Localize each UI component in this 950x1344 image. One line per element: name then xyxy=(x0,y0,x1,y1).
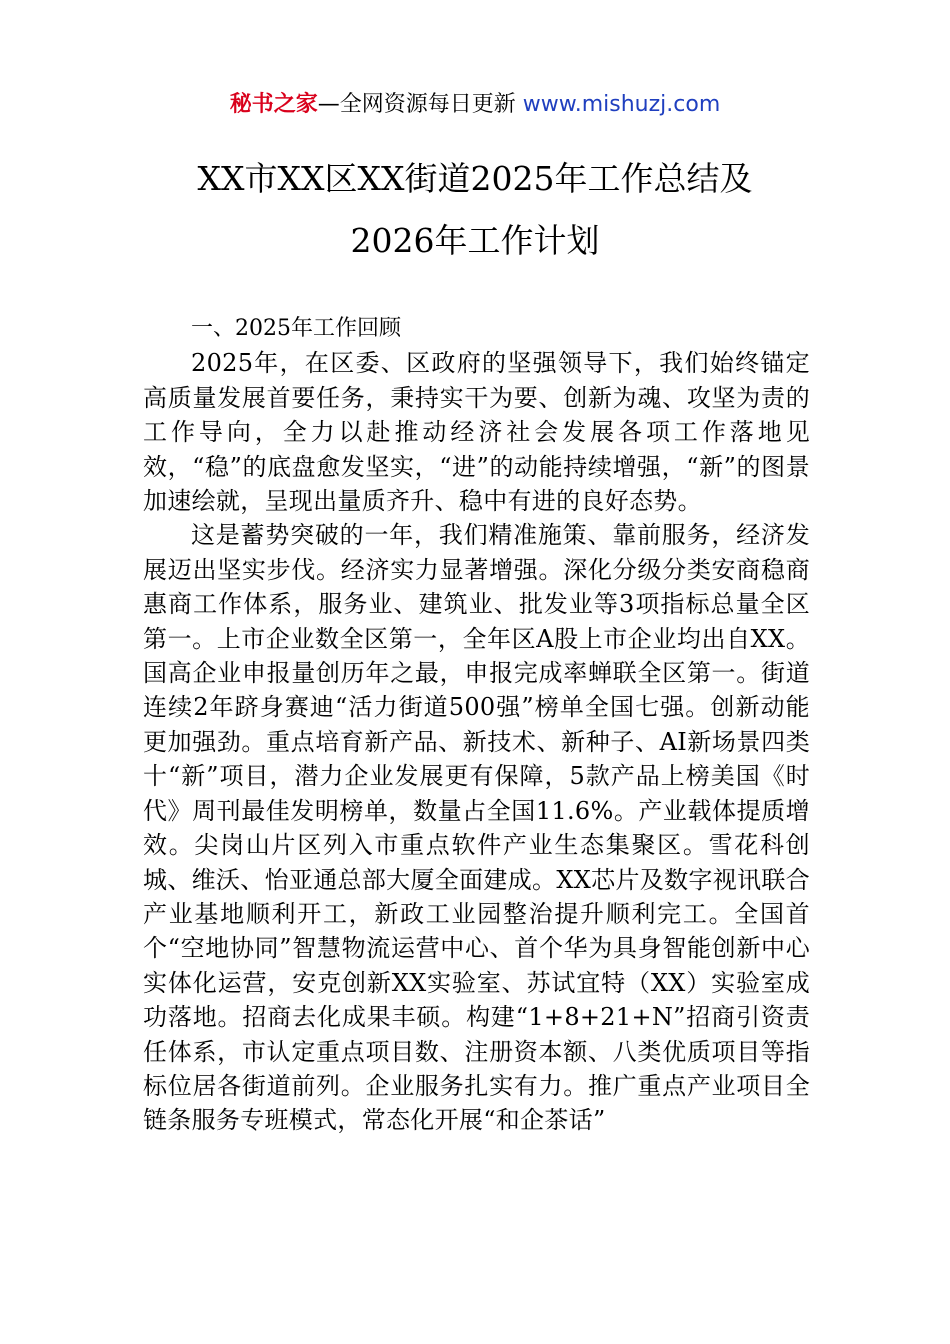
section-heading: 一、2025年工作回顾 xyxy=(191,316,401,341)
document-title xyxy=(100,148,850,272)
body-paragraph: 这是蓄势突破的一年，我们精准施策、靠前服务，经济发展迈出坚实步伐。经济实力显著增强。深化分级分类安商稳商惠商工作体系，服务业、建筑业、批发业等3项指标总量全区第一。上市企业数全区第一，全年区A股上市企业均出自XX。国高企业申报量创历年之最，申报完成率蝉联全区第一。街道连续2年跻身赛迪“活力街道500强”榜单全国七强。创新动能更加强劲。重点培育新产品、新技术、新种子、AI新场景四类十“新”项目，潜力企业发展更有保障，5款产品上榜美国《时代》周刊最佳发明榜单，数量占全国11.6%。产业载体提质增效。尖岗山片区列入市重点软件产业生态集聚区。雪花科创城、维沃、怡亚通总部大厦全面建成。XX芯片及数字视讯联合产业基地顺利开工，新政工业园整治提升顺利完工。全国首个“空地协同”智慧物流运营中心、首个华为具身智能创新中心实体化运营，安克创新XX实验室、苏试宜特（XX）实验室成功落地。招商去化成果丰硕。构建“1+8+21+N”招商引资责任体系，市认定重点项目数、注册资本额、八类优质项目等指标位居各街道前列。企业服务扎实有力。推广重点产业项目全链条服务专班模式，常态化开展“和企茶话” xyxy=(143,521,810,1135)
site-header xyxy=(0,88,950,122)
header-slogan: —全网资源每日更新 xyxy=(317,92,516,117)
title-line-1: XX市XX区XX街道2025年工作总结及 xyxy=(197,159,753,198)
body-paragraph: 2025年，在区委、区政府的坚强领导下，我们始终锚定高质量发展首要任务，秉持实干为要、创新为魂、攻坚为责的工作导向，全力以赴推动经济社会发展各项工作落地见效，“稳”的底盘愈发坚实，“进”的动能持续增强，“新”的图景加速绘就，呈现出量质齐升、稳中有进的良好态势。 xyxy=(143,349,810,516)
title-line-2: 2026年工作计划 xyxy=(350,221,600,260)
site-url[interactable]: www.mishuzj.com xyxy=(522,92,721,117)
brand-name: 秘书之家 xyxy=(229,92,318,117)
document-body xyxy=(143,312,810,1138)
